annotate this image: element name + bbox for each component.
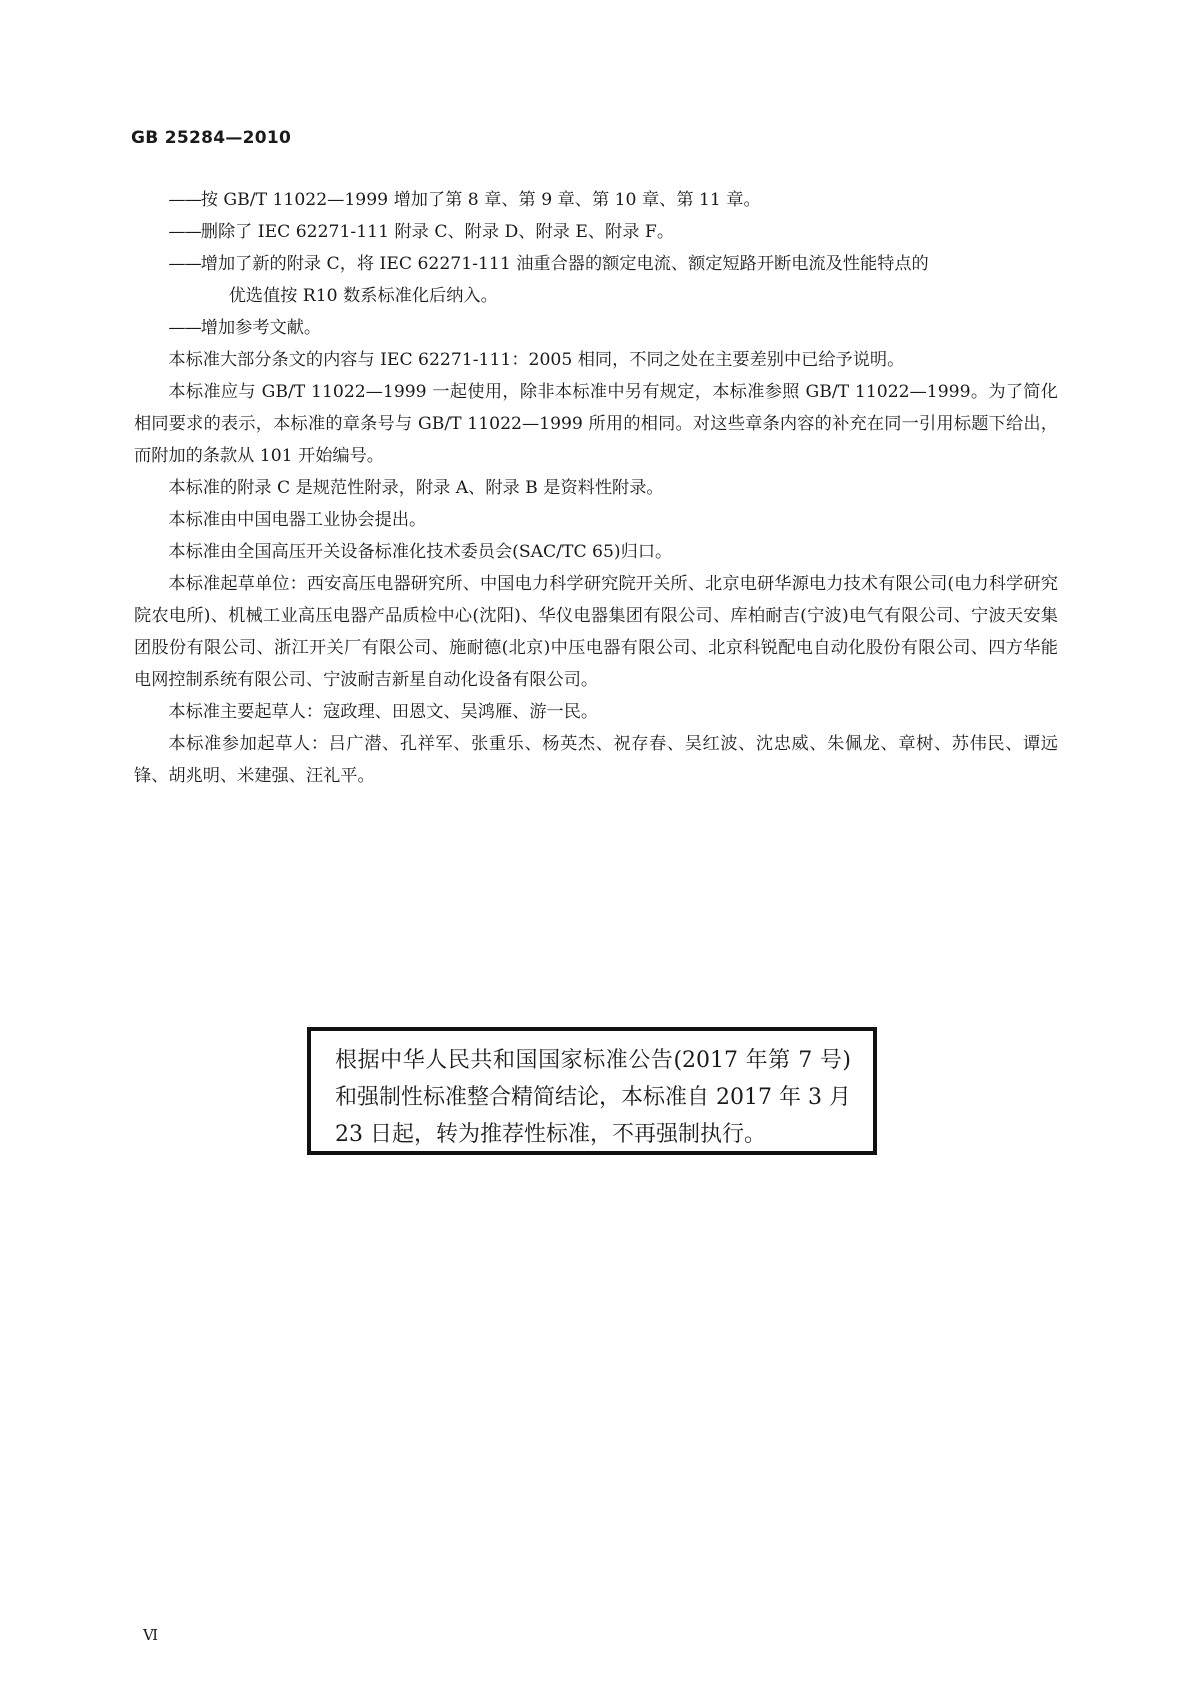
- page-number: Ⅵ: [143, 1626, 159, 1644]
- paragraph-participating-drafters: 本标准参加起草人：吕广潜、孔祥军、张重乐、杨英杰、祝存春、吴红波、沈忠威、朱佩龙、章树、苏伟民、谭远锋、胡兆明、米建强、汪礼平。: [134, 734, 1058, 786]
- dash-item-continuation: 优选值按 R10 数系标准化后纳入。: [228, 286, 498, 306]
- paragraph-annex: 本标准的附录 C 是规范性附录，附录 A、附录 B 是资料性附录。: [168, 478, 664, 498]
- notice-text: 根据中华人民共和国国家标准公告(2017 年第 7 号)和强制性标准整合精简结论，本标准自 2017 年 3 月 23 日起，转为推荐性标准，不再强制执行。: [335, 1048, 851, 1147]
- dash-item: [134, 248, 1058, 312]
- dash-item-text: 删除了 IEC 62271-111 附录 C、附录 D、附录 E、附录 F。: [200, 222, 675, 242]
- paragraph-proposer: 本标准由中国电器工业协会提出。: [168, 510, 427, 530]
- document-body: [134, 184, 1058, 792]
- paragraph-usage: 本标准应与 GB/T 11022—1999 一起使用，除非本标准中另有规定，本标准参照 GB/T 11022—1999。为了简化相同要求的表示，本标准的章条号与 GB/T 11022—1999 所用的相同。对这些章条内容的补充在同一引用标题下给出，而附加的条款从 101 开始编号。: [134, 382, 1058, 466]
- dash-item-text: 增加参考文献。: [200, 318, 322, 338]
- dash-item: [134, 184, 1058, 216]
- notice-box: [307, 1027, 877, 1155]
- dash-prefix: ——: [168, 318, 201, 338]
- dash-prefix: ——: [168, 190, 201, 210]
- paragraph-drafting-units: 本标准起草单位：西安高压电器研究所、中国电力科学研究院开关所、北京电研华源电力技术有限公司(电力科学研究院农电所)、机械工业高压电器产品质检中心(沈阳)、华仪电器集团有限公司、库柏耐吉(宁波)电气有限公司、宁波天安集团股份有限公司、浙江开关厂有限公司、施耐德(北京)中压电器有限公司、北京科锐配电自动化股份有限公司、四方华能电网控制系统有限公司、宁波耐吉新星自动化设备有限公司。: [134, 574, 1058, 690]
- dash-item: [134, 312, 1058, 344]
- dash-item-text: 增加了新的附录 C，将 IEC 62271-111 油重合器的额定电流、额定短路开断电流及性能特点的: [200, 254, 929, 274]
- dash-item-text: 按 GB/T 11022—1999 增加了第 8 章、第 9 章、第 10 章、第 11 章。: [200, 190, 761, 210]
- dash-item: [134, 216, 1058, 248]
- paragraph-identity: 本标准大部分条文的内容与 IEC 62271-111：2005 相同，不同之处在主要差别中已给予说明。: [168, 350, 905, 370]
- standard-code-header: GB 25284—2010: [131, 128, 292, 148]
- paragraph-committee: 本标准由全国高压开关设备标准化技术委员会(SAC/TC 65)归口。: [168, 542, 673, 562]
- paragraph-main-drafters: 本标准主要起草人：寇政理、田恩文、吴鸿雁、游一民。: [168, 702, 599, 722]
- dash-prefix: ——: [168, 222, 201, 242]
- dash-prefix: ——: [168, 254, 201, 274]
